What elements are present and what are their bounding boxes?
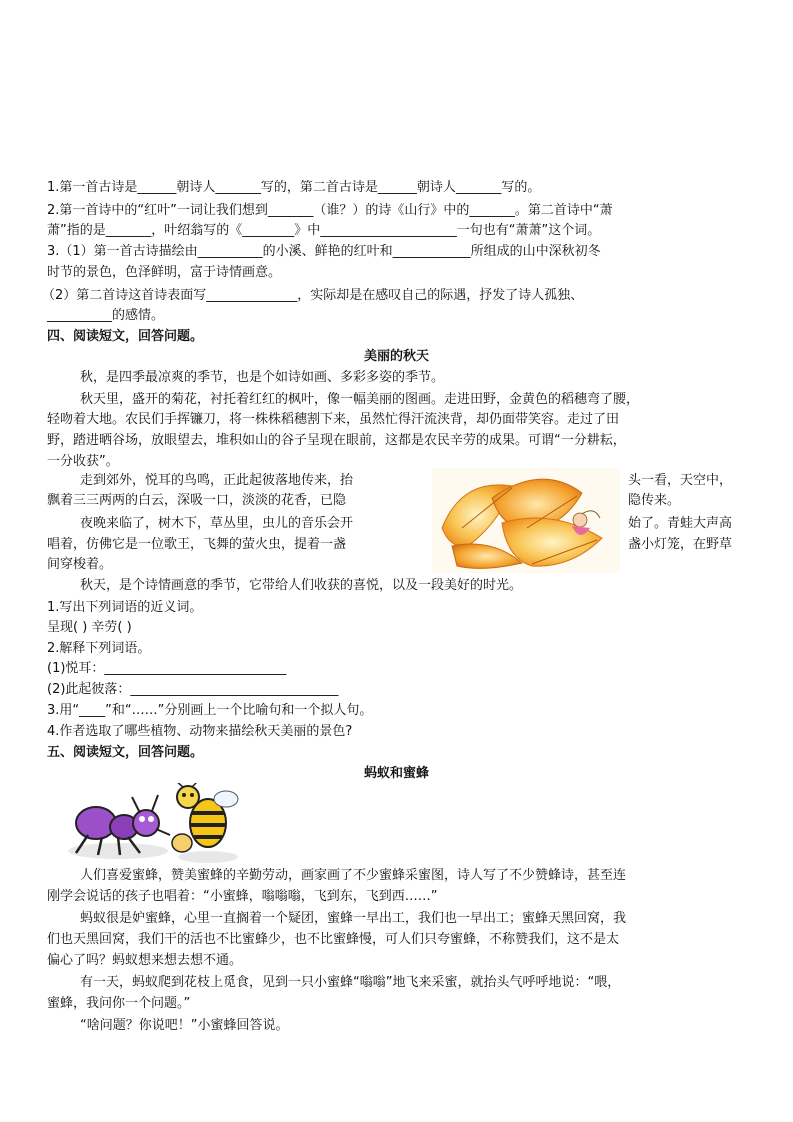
autumn-paragraph-4-left2: 唱着，仿佛它是一位歌王，飞舞的萤火虫，提着一盏 <box>47 537 347 552</box>
autumn-paragraph-4-left1: 夜晚来临了，树木下，草丛里，虫儿的音乐会开 <box>80 516 354 531</box>
autumn-question-1: 1.写出下列词语的近义词。 <box>47 600 203 615</box>
ant-bee-paragraph-1-line1: 人们喜爱蜜蜂，赞美蜜蜂的辛勤劳动，画家画了不少蜜蜂采蜜图，诗人写了不少赞蜂诗，甚至连 <box>80 868 627 883</box>
ant-bee-paragraph-3-line1: 有一天，蚂蚁爬到花枝上觅食，见到一只小蜜蜂“嗡嗡”地飞来采蜜，就抬头气呼呼地说：“喂， <box>80 975 621 990</box>
poem-question-2-line1: 2.第一首诗中的“红叶”一词让我们想到_______（谁？）的诗《山行》中的_______。第二首诗中“萧 <box>47 203 613 218</box>
autumn-question-2: 2.解释下列词语。 <box>47 641 151 656</box>
autumn-paragraph-4-right2: 盏小灯笼，在野草 <box>628 537 733 552</box>
autumn-paragraph-5: 秋天，是个诗情画意的季节，它带给人们收获的喜悦，以及一段美好的时光。 <box>80 578 523 593</box>
autumn-paragraph-4-right1: 始了。青蛙大声高 <box>628 516 733 531</box>
poem-question-1: 1.第一首古诗是______朝诗人_______写的，第二首古诗是______朝诗人_______写的。 <box>47 180 541 195</box>
article-title-autumn: 美丽的秋天 <box>363 349 429 364</box>
autumn-question-3: 3.用“____”和“……”分别画上一个比喻句和一个拟人句。 <box>47 703 373 718</box>
autumn-question-2a: (1)悦耳：____________________________ <box>47 661 287 676</box>
poem-question-2-line2: 萧”指的是_______，叶绍翁写的《________》中_____________________一句也有“萧萧”这个词。 <box>47 223 601 238</box>
autumn-paragraph-3-left2: 飘着三三两两的白云，深吸一口，淡淡的花香，已隐 <box>47 493 347 508</box>
autumn-paragraph-3-right1: 头一看，天空中， <box>628 473 733 488</box>
ant-bee-paragraph-2-line2: 们也天黑回窝，我们干的活也不比蜜蜂少，也不比蜜蜂慢，可人们只夸蜜蜂，不称赞我们，这不是太 <box>47 932 620 947</box>
article-title-ant-bee: 蚂蚁和蜜蜂 <box>363 766 429 781</box>
ant-and-bee-illustration <box>58 783 248 867</box>
section-5-heading: 五、阅读短文，回答问题。 <box>47 745 204 760</box>
autumn-paragraph-2-line2: 轻吻着大地。农民们手挥镰刀，将一株株稻穗割下来，虽然忙得汗流浃背，却仍面带笑容。走过了田 <box>47 412 620 427</box>
autumn-question-1-items: 呈现( ) 辛劳( ) <box>47 620 132 635</box>
ant-bee-paragraph-3-line2: 蜜蜂，我问你一个问题。” <box>47 996 191 1011</box>
autumn-paragraph-3-left1: 走到郊外，悦耳的鸟鸣，正此起彼落地传来，抬 <box>80 473 354 488</box>
ant-bee-paragraph-2-line1: 蚂蚁很是妒蜜蜂，心里一直搁着一个疑团，蜜蜂一早出工，我们也一早出工；蜜蜂天黑回窝，我 <box>80 911 627 926</box>
autumn-leaves-illustration <box>432 468 620 573</box>
ant-bee-paragraph-2-line3: 偏心了吗？蚂蚁想来想去想不通。 <box>47 953 243 968</box>
autumn-paragraph-1: 秋，是四季最凉爽的季节，也是个如诗如画、多彩多姿的季节。 <box>80 370 445 385</box>
autumn-question-2b: (2)此起彼落：________________________________ <box>47 682 339 697</box>
autumn-paragraph-3-right2: 隐传来。 <box>628 493 681 508</box>
autumn-paragraph-2-line4: 一分收获”。 <box>47 454 119 469</box>
autumn-paragraph-2-line3: 野，踏进晒谷场，放眼望去，堆积如山的谷子呈现在眼前，这都是农民辛劳的成果。可谓“一分耕耘， <box>47 433 626 448</box>
autumn-paragraph-4-line3: 间穿梭着。 <box>47 557 113 572</box>
ant-bee-paragraph-1-line2: 刚学会说话的孩子也唱着：“小蜜蜂，嗡嗡嗡，飞到东，飞到西……” <box>47 889 438 904</box>
poem-question-3-2-line2: __________的感情。 <box>47 308 165 323</box>
autumn-paragraph-2-line1: 秋天里，盛开的菊花，衬托着红红的枫叶，像一幅美丽的图画。走进田野，金黄色的稻穗弯了腰， <box>80 392 640 407</box>
autumn-question-4: 4.作者选取了哪些植物、动物来描绘秋天美丽的景色? <box>47 724 353 739</box>
ant-bee-paragraph-4: “啥问题？你说吧！”小蜜蜂回答说。 <box>80 1018 289 1033</box>
poem-question-3-2-line1: （2）第二首诗这首诗表面写______________，实际却是在感叹自己的际遇，抒发了诗人孤独、 <box>42 288 584 303</box>
poem-question-3-line1: 3.（1）第一首古诗描绘由__________的小溪、鲜艳的红叶和____________所组成的山中深秋初冬 <box>47 244 601 259</box>
section-4-heading: 四、阅读短文，回答问题。 <box>47 329 204 344</box>
poem-question-3-line2: 时节的景色，色泽鲜明，富于诗情画意。 <box>47 265 282 280</box>
